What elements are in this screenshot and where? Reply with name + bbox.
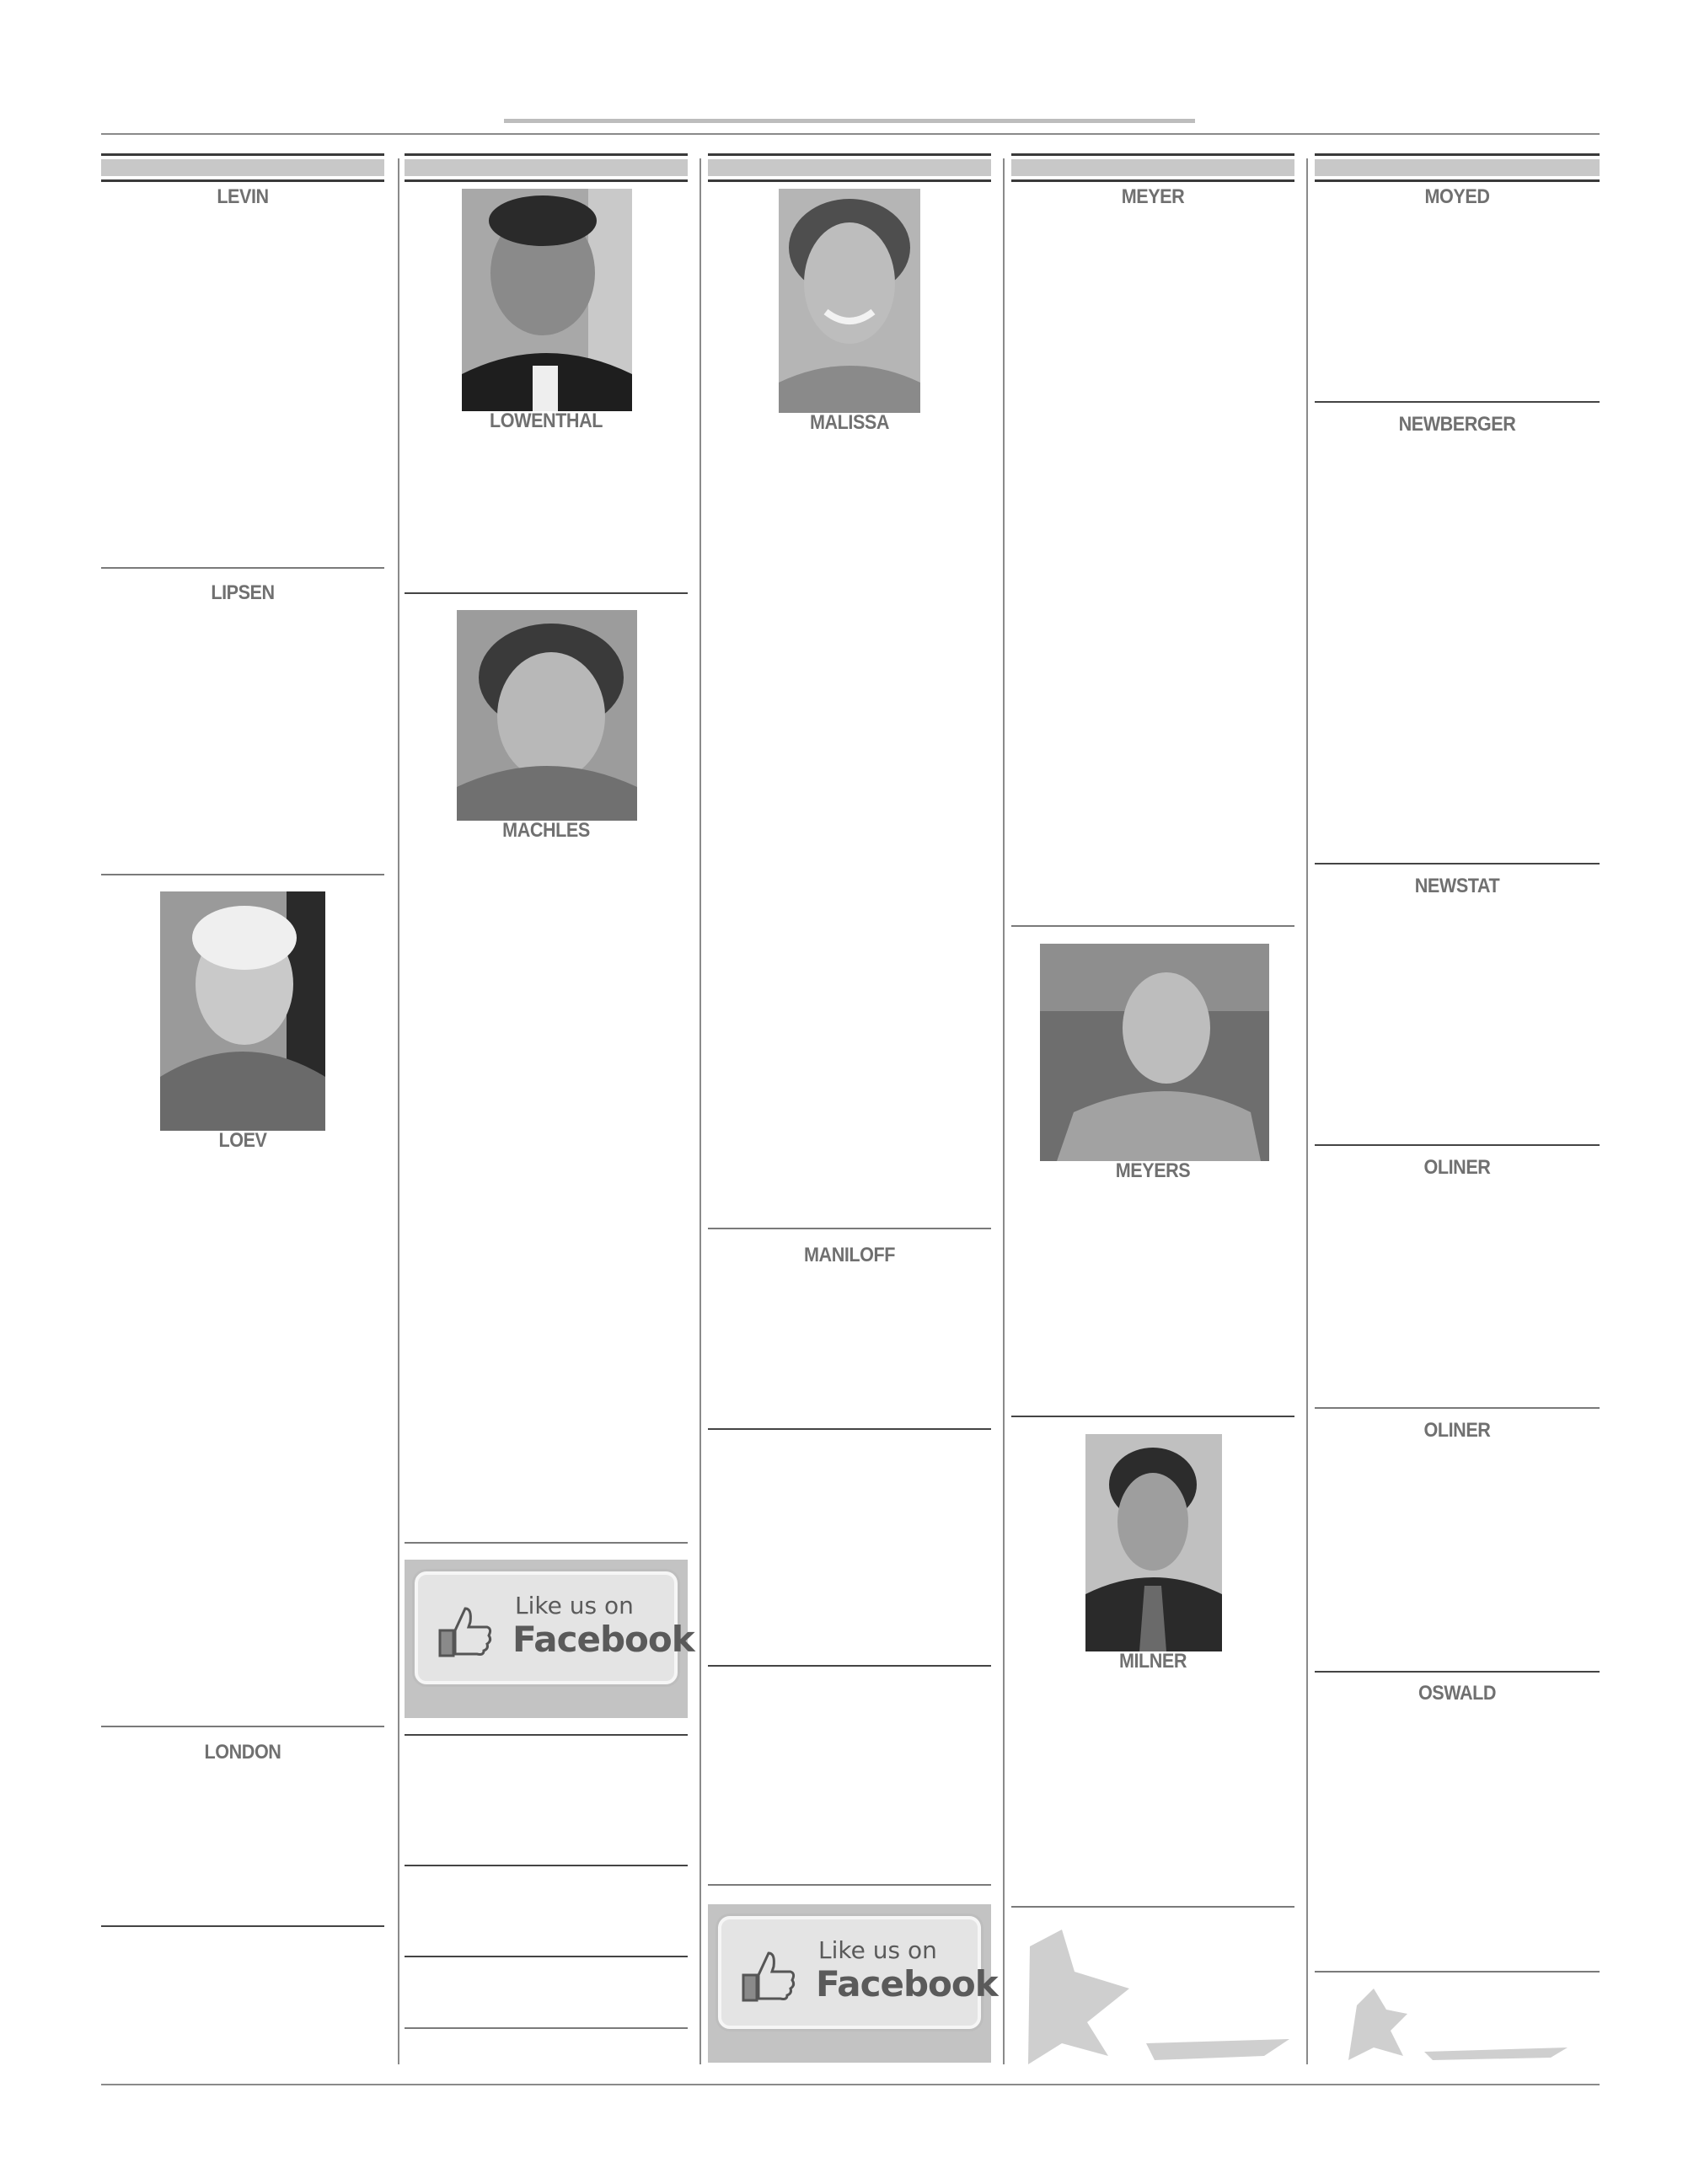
obituary-name-oliner: OLINER [1423, 1156, 1491, 1179]
facebook-like-text: Like us on [818, 1936, 937, 1964]
obituary-divider [101, 874, 384, 875]
obituary-divider [1315, 1971, 1600, 1973]
obituary-name-maniloff: MANILOFF [804, 1244, 895, 1266]
obituary-divider [405, 1734, 688, 1736]
obituary-divider [405, 1865, 688, 1866]
obituary-photo-machles [457, 610, 637, 821]
obituary-name-meyer: MEYER [1121, 185, 1185, 208]
obituary-divider [405, 2027, 688, 2029]
thumbs-up-icon [740, 1946, 799, 2005]
obituary-name-meyers: MEYERS [1115, 1159, 1191, 1182]
facebook-like-text: Like us on [515, 1592, 634, 1619]
column-divider [398, 158, 399, 2064]
facebook-ad[interactable] [405, 1560, 694, 1718]
obituary-photo-milner [1085, 1434, 1222, 1651]
obituary-photo-lowenthal [462, 189, 632, 411]
obituary-name-machles: MACHLES [502, 819, 590, 842]
obituary-divider [1011, 925, 1294, 927]
obituary-name-lowenthal: LOWENTHAL [490, 410, 603, 432]
obituary-divider [101, 1726, 384, 1727]
obituary-photo-meyers [1040, 944, 1269, 1161]
obituary-name-newstat: NEWSTAT [1414, 875, 1500, 897]
obituary-divider [1315, 1144, 1600, 1146]
star-of-david-graphic [1340, 1980, 1593, 2073]
obituary-divider [708, 1228, 991, 1229]
column-header-5 [1315, 153, 1600, 182]
thumbs-up-icon [437, 1602, 496, 1661]
obituary-photo-loev [160, 891, 325, 1131]
star-of-david-graphic [1011, 1921, 1298, 2064]
obituary-name-loev: LOEV [218, 1129, 267, 1152]
obituary-name-oliner-2: OLINER [1423, 1419, 1491, 1442]
facebook-brand-text: Facebook [816, 1963, 998, 2005]
column-divider [1003, 158, 1005, 2064]
obituary-divider [1011, 1416, 1294, 1417]
obituary-name-london: LONDON [204, 1741, 281, 1764]
facebook-like-button[interactable] [415, 1571, 694, 1684]
column-header-2 [405, 153, 688, 182]
obituary-divider [405, 1956, 688, 1957]
facebook-brand-text: Facebook [512, 1619, 694, 1660]
obituary-divider [405, 592, 688, 594]
column-divider [699, 158, 701, 2064]
column-header-4 [1011, 153, 1294, 182]
obituary-divider [1011, 1906, 1294, 1908]
obituary-divider [708, 1665, 991, 1667]
obituary-name-oswald: OSWALD [1418, 1682, 1497, 1705]
obituary-name-moyed: MOYED [1424, 185, 1490, 208]
obituary-divider [708, 1884, 991, 1886]
obituary-divider [1315, 1407, 1600, 1409]
obituary-divider [1315, 401, 1600, 403]
obituary-divider [101, 1925, 384, 1927]
bottom-rule [101, 2084, 1600, 2085]
obituary-divider [708, 1428, 991, 1430]
obituary-divider [101, 567, 384, 569]
facebook-like-button[interactable] [718, 1916, 998, 2029]
masthead-rule [504, 119, 1195, 123]
top-rule [101, 133, 1600, 135]
obituary-name-newberger: NEWBERGER [1398, 413, 1516, 436]
obituary-name-milner: MILNER [1118, 1650, 1187, 1673]
obituary-divider [1315, 863, 1600, 864]
obituary-name-malissa: MALISSA [809, 411, 890, 434]
obituary-divider [405, 1542, 688, 1544]
obituary-photo-malissa [779, 189, 920, 413]
column-header-1 [101, 153, 384, 182]
obituary-name-levin: LEVIN [217, 185, 269, 208]
column-header-3 [708, 153, 991, 182]
obituary-name-lipsen: LIPSEN [211, 581, 275, 604]
column-divider [1306, 158, 1308, 2064]
facebook-ad[interactable] [708, 1904, 998, 2063]
obituary-divider [1315, 1671, 1600, 1673]
